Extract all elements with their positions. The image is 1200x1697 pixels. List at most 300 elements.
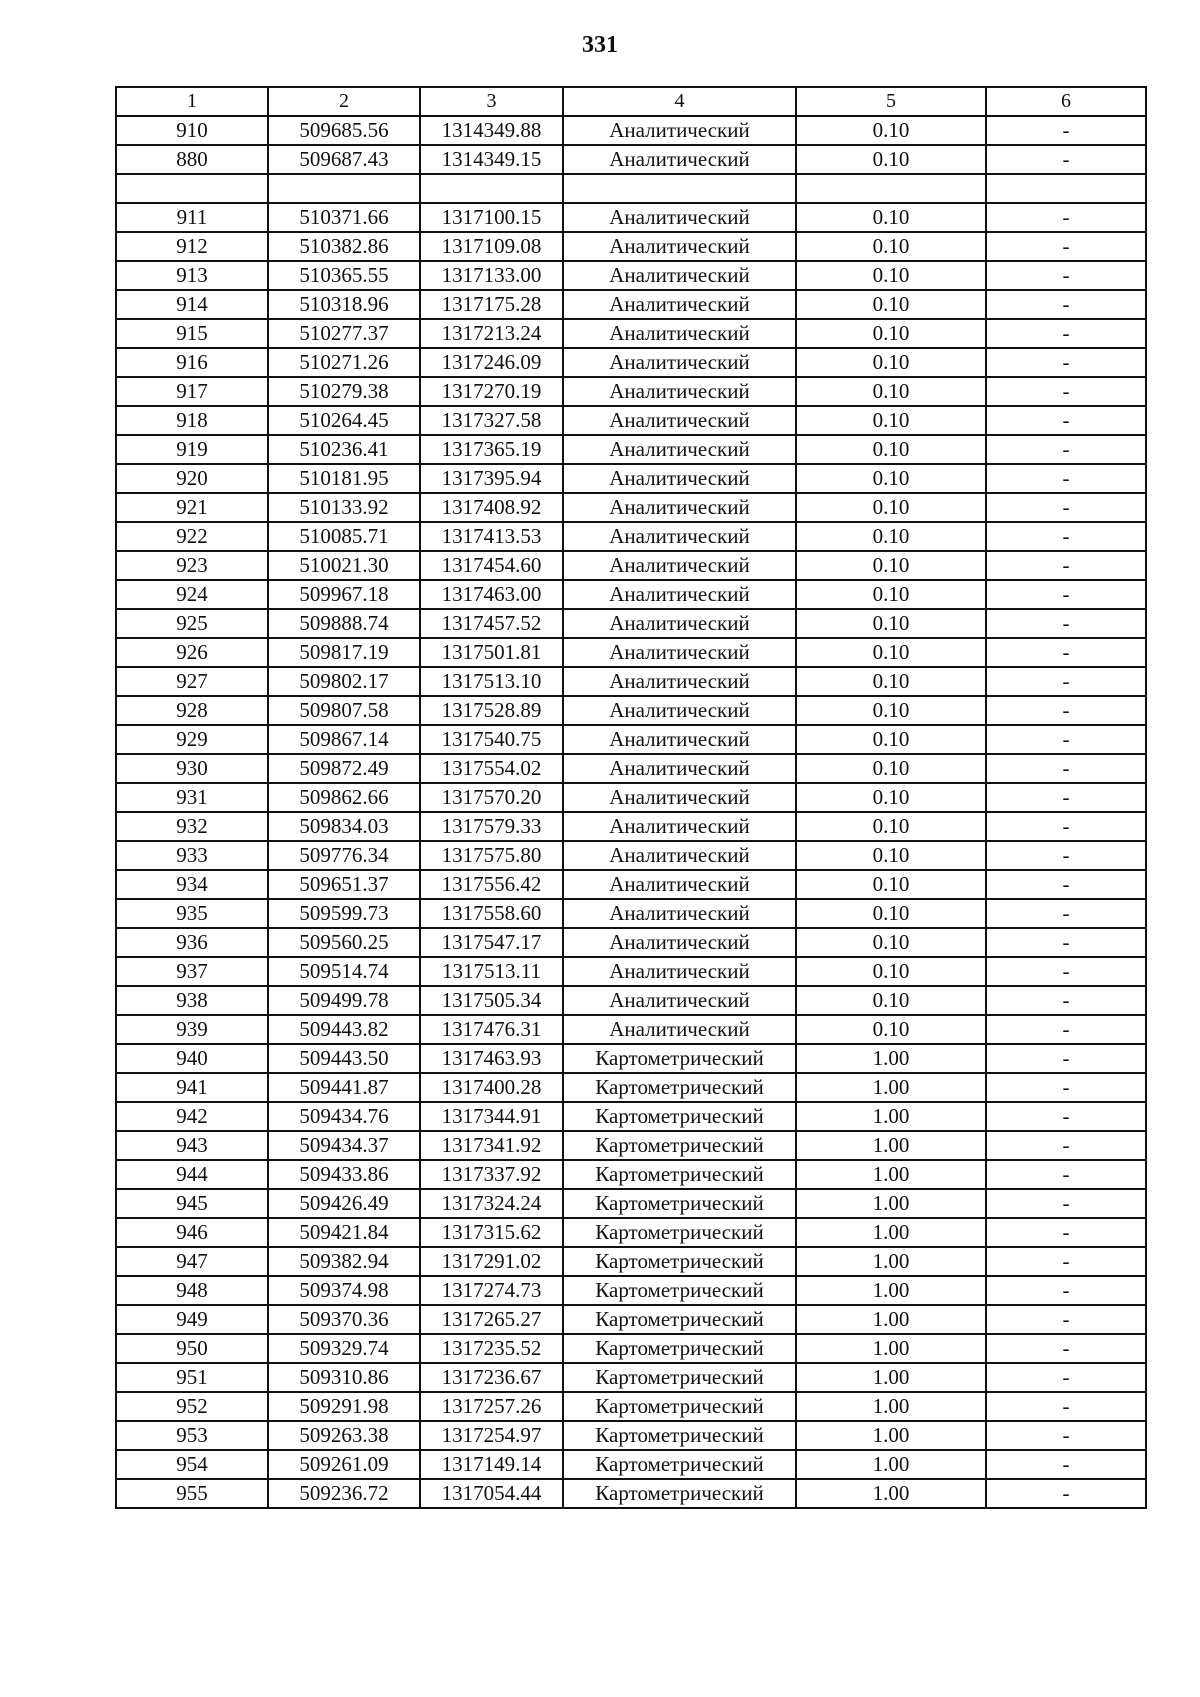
y-coordinate-cell: 1317570.20	[420, 783, 563, 812]
point-number-cell: 930	[116, 754, 268, 783]
accuracy-cell: 0.10	[796, 609, 986, 638]
point-number-cell: 948	[116, 1276, 268, 1305]
x-coordinate-cell: 509433.86	[268, 1160, 420, 1189]
note-cell: -	[986, 1015, 1146, 1044]
table-row	[116, 261, 1146, 290]
point-number-cell: 932	[116, 812, 268, 841]
point-number-cell: 920	[116, 464, 268, 493]
accuracy-cell: 1.00	[796, 1305, 986, 1334]
note-cell: -	[986, 667, 1146, 696]
accuracy-cell: 0.10	[796, 899, 986, 928]
method-cell: Аналитический	[563, 406, 796, 435]
method-cell: Аналитический	[563, 261, 796, 290]
y-coordinate-cell: 1317554.02	[420, 754, 563, 783]
table-row	[116, 1247, 1146, 1276]
accuracy-cell: 0.10	[796, 116, 986, 145]
x-coordinate-cell: 510085.71	[268, 522, 420, 551]
accuracy-cell: 0.10	[796, 464, 986, 493]
point-number-cell: 951	[116, 1363, 268, 1392]
point-number-cell: 943	[116, 1131, 268, 1160]
point-number-cell: 914	[116, 290, 268, 319]
accuracy-cell: 1.00	[796, 1160, 986, 1189]
note-cell: -	[986, 1363, 1146, 1392]
table-row	[116, 406, 1146, 435]
note-cell: -	[986, 1479, 1146, 1508]
x-coordinate-cell: 509651.37	[268, 870, 420, 899]
y-coordinate-cell: 1317270.19	[420, 377, 563, 406]
table-row	[116, 986, 1146, 1015]
y-coordinate-cell: 1317547.17	[420, 928, 563, 957]
point-number-cell: 954	[116, 1450, 268, 1479]
y-coordinate-cell: 1317365.19	[420, 435, 563, 464]
accuracy-cell: 1.00	[796, 1131, 986, 1160]
x-coordinate-cell: 509443.82	[268, 1015, 420, 1044]
column-header: 3	[420, 87, 563, 116]
method-cell: Аналитический	[563, 928, 796, 957]
point-number-cell: 917	[116, 377, 268, 406]
y-coordinate-cell: 1314349.88	[420, 116, 563, 145]
accuracy-cell: 0.10	[796, 435, 986, 464]
y-coordinate-cell: 1317476.31	[420, 1015, 563, 1044]
accuracy-cell: 1.00	[796, 1247, 986, 1276]
note-cell: -	[986, 377, 1146, 406]
table-row	[116, 1073, 1146, 1102]
method-cell: Аналитический	[563, 957, 796, 986]
note-cell: -	[986, 928, 1146, 957]
note-cell: -	[986, 841, 1146, 870]
method-cell: Аналитический	[563, 783, 796, 812]
y-coordinate-cell: 1317408.92	[420, 493, 563, 522]
accuracy-cell: 0.10	[796, 203, 986, 232]
x-coordinate-cell: 509434.37	[268, 1131, 420, 1160]
y-coordinate-cell: 1317100.15	[420, 203, 563, 232]
accuracy-cell: 0.10	[796, 667, 986, 696]
table-row	[116, 145, 1146, 174]
y-coordinate-cell: 1317235.52	[420, 1334, 563, 1363]
y-coordinate-cell: 1317579.33	[420, 812, 563, 841]
x-coordinate-cell: 509499.78	[268, 986, 420, 1015]
x-coordinate-cell: 509687.43	[268, 145, 420, 174]
note-cell: -	[986, 1102, 1146, 1131]
method-cell: Аналитический	[563, 551, 796, 580]
note-cell: -	[986, 696, 1146, 725]
point-number-cell: 935	[116, 899, 268, 928]
point-number-cell: 942	[116, 1102, 268, 1131]
accuracy-cell: 0.10	[796, 551, 986, 580]
point-number-cell: 952	[116, 1392, 268, 1421]
method-cell: Картометрический	[563, 1247, 796, 1276]
point-number-cell: 933	[116, 841, 268, 870]
note-cell: -	[986, 1131, 1146, 1160]
table-row	[116, 1276, 1146, 1305]
x-coordinate-cell: 510181.95	[268, 464, 420, 493]
table-row	[116, 812, 1146, 841]
x-coordinate-cell: 509514.74	[268, 957, 420, 986]
point-number-cell: 929	[116, 725, 268, 754]
note-cell: -	[986, 899, 1146, 928]
table-row	[116, 638, 1146, 667]
table-row	[116, 493, 1146, 522]
point-number-cell: 913	[116, 261, 268, 290]
method-cell: Картометрический	[563, 1392, 796, 1421]
point-number-cell: 939	[116, 1015, 268, 1044]
accuracy-cell: 0.10	[796, 493, 986, 522]
table-row	[116, 754, 1146, 783]
y-coordinate-cell: 1317054.44	[420, 1479, 563, 1508]
x-coordinate-cell: 510236.41	[268, 435, 420, 464]
x-coordinate-cell: 510382.86	[268, 232, 420, 261]
accuracy-cell: 1.00	[796, 1218, 986, 1247]
x-coordinate-cell: 509599.73	[268, 899, 420, 928]
x-coordinate-cell: 510371.66	[268, 203, 420, 232]
accuracy-cell: 0.10	[796, 319, 986, 348]
note-cell: -	[986, 812, 1146, 841]
column-header: 1	[116, 87, 268, 116]
method-cell: Аналитический	[563, 116, 796, 145]
accuracy-cell: 0.10	[796, 812, 986, 841]
method-cell: Аналитический	[563, 348, 796, 377]
x-coordinate-cell: 509888.74	[268, 609, 420, 638]
method-cell: Картометрический	[563, 1131, 796, 1160]
x-coordinate-cell: 509310.86	[268, 1363, 420, 1392]
table-row	[116, 116, 1146, 145]
y-coordinate-cell: 1317337.92	[420, 1160, 563, 1189]
column-header: 6	[986, 87, 1146, 116]
x-coordinate-cell: 509434.76	[268, 1102, 420, 1131]
point-number-cell: 950	[116, 1334, 268, 1363]
point-number-cell: 925	[116, 609, 268, 638]
method-cell: Аналитический	[563, 986, 796, 1015]
x-coordinate-cell: 510277.37	[268, 319, 420, 348]
accuracy-cell: 0.10	[796, 783, 986, 812]
note-cell: -	[986, 348, 1146, 377]
accuracy-cell: 0.10	[796, 986, 986, 1015]
accuracy-cell: 0.10	[796, 261, 986, 290]
accuracy-cell: 0.10	[796, 754, 986, 783]
table-row	[116, 928, 1146, 957]
y-coordinate-cell: 1317327.58	[420, 406, 563, 435]
y-coordinate-cell: 1317463.93	[420, 1044, 563, 1073]
method-cell: Аналитический	[563, 580, 796, 609]
method-cell: Аналитический	[563, 812, 796, 841]
point-number-cell: 944	[116, 1160, 268, 1189]
point-number-cell: 912	[116, 232, 268, 261]
x-coordinate-cell: 509421.84	[268, 1218, 420, 1247]
method-cell: Картометрический	[563, 1334, 796, 1363]
note-cell: -	[986, 116, 1146, 145]
point-number-cell: 931	[116, 783, 268, 812]
table-row	[116, 174, 1146, 203]
accuracy-cell: 0.10	[796, 377, 986, 406]
method-cell: Аналитический	[563, 377, 796, 406]
y-coordinate-cell: 1317315.62	[420, 1218, 563, 1247]
point-number-cell: 927	[116, 667, 268, 696]
note-cell: -	[986, 870, 1146, 899]
point-number-cell: 940	[116, 1044, 268, 1073]
table-row	[116, 1160, 1146, 1189]
method-cell: Картометрический	[563, 1073, 796, 1102]
note-cell: -	[986, 406, 1146, 435]
accuracy-cell: 0.10	[796, 145, 986, 174]
accuracy-cell: 0.10	[796, 638, 986, 667]
method-cell: Аналитический	[563, 638, 796, 667]
method-cell: Аналитический	[563, 145, 796, 174]
accuracy-cell: 0.10	[796, 522, 986, 551]
point-number-cell: 910	[116, 116, 268, 145]
point-number-cell: 936	[116, 928, 268, 957]
note-cell: -	[986, 232, 1146, 261]
method-cell: Аналитический	[563, 725, 796, 754]
note-cell: -	[986, 1247, 1146, 1276]
x-coordinate-cell: 510133.92	[268, 493, 420, 522]
column-header: 2	[268, 87, 420, 116]
x-coordinate-cell: 510365.55	[268, 261, 420, 290]
table-row	[116, 1015, 1146, 1044]
table-row	[116, 783, 1146, 812]
x-coordinate-cell: 509867.14	[268, 725, 420, 754]
x-coordinate-cell: 509263.38	[268, 1421, 420, 1450]
y-coordinate-cell: 1317254.97	[420, 1421, 563, 1450]
x-coordinate-cell: 510271.26	[268, 348, 420, 377]
point-number-cell: 918	[116, 406, 268, 435]
note-cell: -	[986, 1450, 1146, 1479]
note-cell: -	[986, 493, 1146, 522]
point-number-cell: 928	[116, 696, 268, 725]
y-coordinate-cell: 1317291.02	[420, 1247, 563, 1276]
x-coordinate-cell: 510279.38	[268, 377, 420, 406]
table-header-row	[116, 87, 1146, 116]
table-row	[116, 1218, 1146, 1247]
y-coordinate-cell: 1317556.42	[420, 870, 563, 899]
x-coordinate-cell: 509834.03	[268, 812, 420, 841]
table-row	[116, 290, 1146, 319]
column-header: 5	[796, 87, 986, 116]
point-number-cell: 924	[116, 580, 268, 609]
point-number-cell: 911	[116, 203, 268, 232]
table-row	[116, 667, 1146, 696]
note-cell: -	[986, 638, 1146, 667]
table-row	[116, 1044, 1146, 1073]
x-coordinate-cell: 509872.49	[268, 754, 420, 783]
x-coordinate-cell: 509426.49	[268, 1189, 420, 1218]
point-number-cell: 919	[116, 435, 268, 464]
y-coordinate-cell: 1317213.24	[420, 319, 563, 348]
note-cell: -	[986, 957, 1146, 986]
accuracy-cell: 1.00	[796, 1334, 986, 1363]
note-cell: -	[986, 522, 1146, 551]
method-cell: Картометрический	[563, 1160, 796, 1189]
point-number-cell: 938	[116, 986, 268, 1015]
accuracy-cell: 0.10	[796, 870, 986, 899]
y-coordinate-cell: 1317400.28	[420, 1073, 563, 1102]
accuracy-cell: 0.10	[796, 348, 986, 377]
method-cell: Аналитический	[563, 203, 796, 232]
x-coordinate-cell: 509236.72	[268, 1479, 420, 1508]
table-row	[116, 1450, 1146, 1479]
method-cell: Аналитический	[563, 493, 796, 522]
y-coordinate-cell: 1317505.34	[420, 986, 563, 1015]
method-cell: Аналитический	[563, 232, 796, 261]
x-coordinate-cell: 509443.50	[268, 1044, 420, 1073]
table-row	[116, 377, 1146, 406]
y-coordinate-cell: 1317344.91	[420, 1102, 563, 1131]
table-row	[116, 870, 1146, 899]
table-row	[116, 522, 1146, 551]
accuracy-cell: 0.10	[796, 406, 986, 435]
note-cell: -	[986, 725, 1146, 754]
y-coordinate-cell: 1317457.52	[420, 609, 563, 638]
note-cell: -	[986, 1305, 1146, 1334]
y-coordinate-cell: 1317413.53	[420, 522, 563, 551]
note-cell: -	[986, 1073, 1146, 1102]
method-cell: Картометрический	[563, 1218, 796, 1247]
table-row	[116, 348, 1146, 377]
accuracy-cell: 0.10	[796, 1015, 986, 1044]
y-coordinate-cell: 1317454.60	[420, 551, 563, 580]
accuracy-cell: 0.10	[796, 580, 986, 609]
accuracy-cell: 1.00	[796, 1363, 986, 1392]
method-cell: Картометрический	[563, 1102, 796, 1131]
y-coordinate-cell: 1317246.09	[420, 348, 563, 377]
method-cell: Картометрический	[563, 1305, 796, 1334]
table-row	[116, 435, 1146, 464]
method-cell: Картометрический	[563, 1276, 796, 1305]
x-coordinate-cell: 509862.66	[268, 783, 420, 812]
table-row	[116, 609, 1146, 638]
x-coordinate-cell	[268, 174, 420, 203]
y-coordinate-cell: 1317558.60	[420, 899, 563, 928]
x-coordinate-cell: 509374.98	[268, 1276, 420, 1305]
x-coordinate-cell: 509329.74	[268, 1334, 420, 1363]
note-cell: -	[986, 435, 1146, 464]
note-cell	[986, 174, 1146, 203]
table-row	[116, 1421, 1146, 1450]
y-coordinate-cell: 1317236.67	[420, 1363, 563, 1392]
method-cell: Аналитический	[563, 522, 796, 551]
x-coordinate-cell: 509291.98	[268, 1392, 420, 1421]
accuracy-cell: 1.00	[796, 1392, 986, 1421]
method-cell: Аналитический	[563, 870, 796, 899]
note-cell: -	[986, 580, 1146, 609]
point-number-cell	[116, 174, 268, 203]
method-cell: Аналитический	[563, 841, 796, 870]
point-number-cell: 949	[116, 1305, 268, 1334]
y-coordinate-cell	[420, 174, 563, 203]
table-body	[116, 87, 1146, 1508]
note-cell: -	[986, 1334, 1146, 1363]
table-row	[116, 464, 1146, 493]
table-row	[116, 1305, 1146, 1334]
table-row	[116, 696, 1146, 725]
note-cell: -	[986, 464, 1146, 493]
note-cell: -	[986, 1392, 1146, 1421]
point-number-cell: 945	[116, 1189, 268, 1218]
point-number-cell: 916	[116, 348, 268, 377]
point-number-cell: 941	[116, 1073, 268, 1102]
point-number-cell: 926	[116, 638, 268, 667]
table-row	[116, 1392, 1146, 1421]
method-cell: Картометрический	[563, 1363, 796, 1392]
y-coordinate-cell: 1317575.80	[420, 841, 563, 870]
y-coordinate-cell: 1317463.00	[420, 580, 563, 609]
method-cell: Аналитический	[563, 1015, 796, 1044]
y-coordinate-cell: 1317133.00	[420, 261, 563, 290]
x-coordinate-cell: 510264.45	[268, 406, 420, 435]
x-coordinate-cell: 509685.56	[268, 116, 420, 145]
y-coordinate-cell: 1317257.26	[420, 1392, 563, 1421]
point-number-cell: 946	[116, 1218, 268, 1247]
y-coordinate-cell: 1317175.28	[420, 290, 563, 319]
column-header: 4	[563, 87, 796, 116]
accuracy-cell: 0.10	[796, 696, 986, 725]
table-row	[116, 551, 1146, 580]
y-coordinate-cell: 1317109.08	[420, 232, 563, 261]
point-number-cell: 921	[116, 493, 268, 522]
accuracy-cell: 0.10	[796, 957, 986, 986]
accuracy-cell: 1.00	[796, 1102, 986, 1131]
point-number-cell: 947	[116, 1247, 268, 1276]
table-row	[116, 580, 1146, 609]
table-row	[116, 1363, 1146, 1392]
method-cell: Аналитический	[563, 319, 796, 348]
x-coordinate-cell: 509370.36	[268, 1305, 420, 1334]
table-row	[116, 725, 1146, 754]
y-coordinate-cell: 1317501.81	[420, 638, 563, 667]
point-number-cell: 955	[116, 1479, 268, 1508]
accuracy-cell: 1.00	[796, 1044, 986, 1073]
note-cell: -	[986, 986, 1146, 1015]
x-coordinate-cell: 509967.18	[268, 580, 420, 609]
x-coordinate-cell: 509776.34	[268, 841, 420, 870]
note-cell: -	[986, 203, 1146, 232]
table-row	[116, 1334, 1146, 1363]
note-cell: -	[986, 783, 1146, 812]
method-cell: Аналитический	[563, 696, 796, 725]
note-cell: -	[986, 1276, 1146, 1305]
table-row	[116, 1189, 1146, 1218]
note-cell: -	[986, 1189, 1146, 1218]
method-cell: Картометрический	[563, 1479, 796, 1508]
x-coordinate-cell: 509817.19	[268, 638, 420, 667]
x-coordinate-cell: 509441.87	[268, 1073, 420, 1102]
method-cell: Аналитический	[563, 435, 796, 464]
note-cell: -	[986, 290, 1146, 319]
note-cell: -	[986, 754, 1146, 783]
accuracy-cell: 0.10	[796, 928, 986, 957]
table-row	[116, 899, 1146, 928]
y-coordinate-cell: 1314349.15	[420, 145, 563, 174]
y-coordinate-cell: 1317265.27	[420, 1305, 563, 1334]
note-cell: -	[986, 145, 1146, 174]
table-row	[116, 232, 1146, 261]
accuracy-cell: 1.00	[796, 1450, 986, 1479]
accuracy-cell: 1.00	[796, 1276, 986, 1305]
x-coordinate-cell: 509807.58	[268, 696, 420, 725]
note-cell: -	[986, 1160, 1146, 1189]
table-row	[116, 957, 1146, 986]
accuracy-cell: 0.10	[796, 232, 986, 261]
method-cell: Аналитический	[563, 667, 796, 696]
point-number-cell: 880	[116, 145, 268, 174]
table-row	[116, 1131, 1146, 1160]
point-number-cell: 953	[116, 1421, 268, 1450]
accuracy-cell: 0.10	[796, 841, 986, 870]
point-number-cell: 937	[116, 957, 268, 986]
point-number-cell: 915	[116, 319, 268, 348]
y-coordinate-cell: 1317540.75	[420, 725, 563, 754]
y-coordinate-cell: 1317274.73	[420, 1276, 563, 1305]
accuracy-cell: 1.00	[796, 1073, 986, 1102]
